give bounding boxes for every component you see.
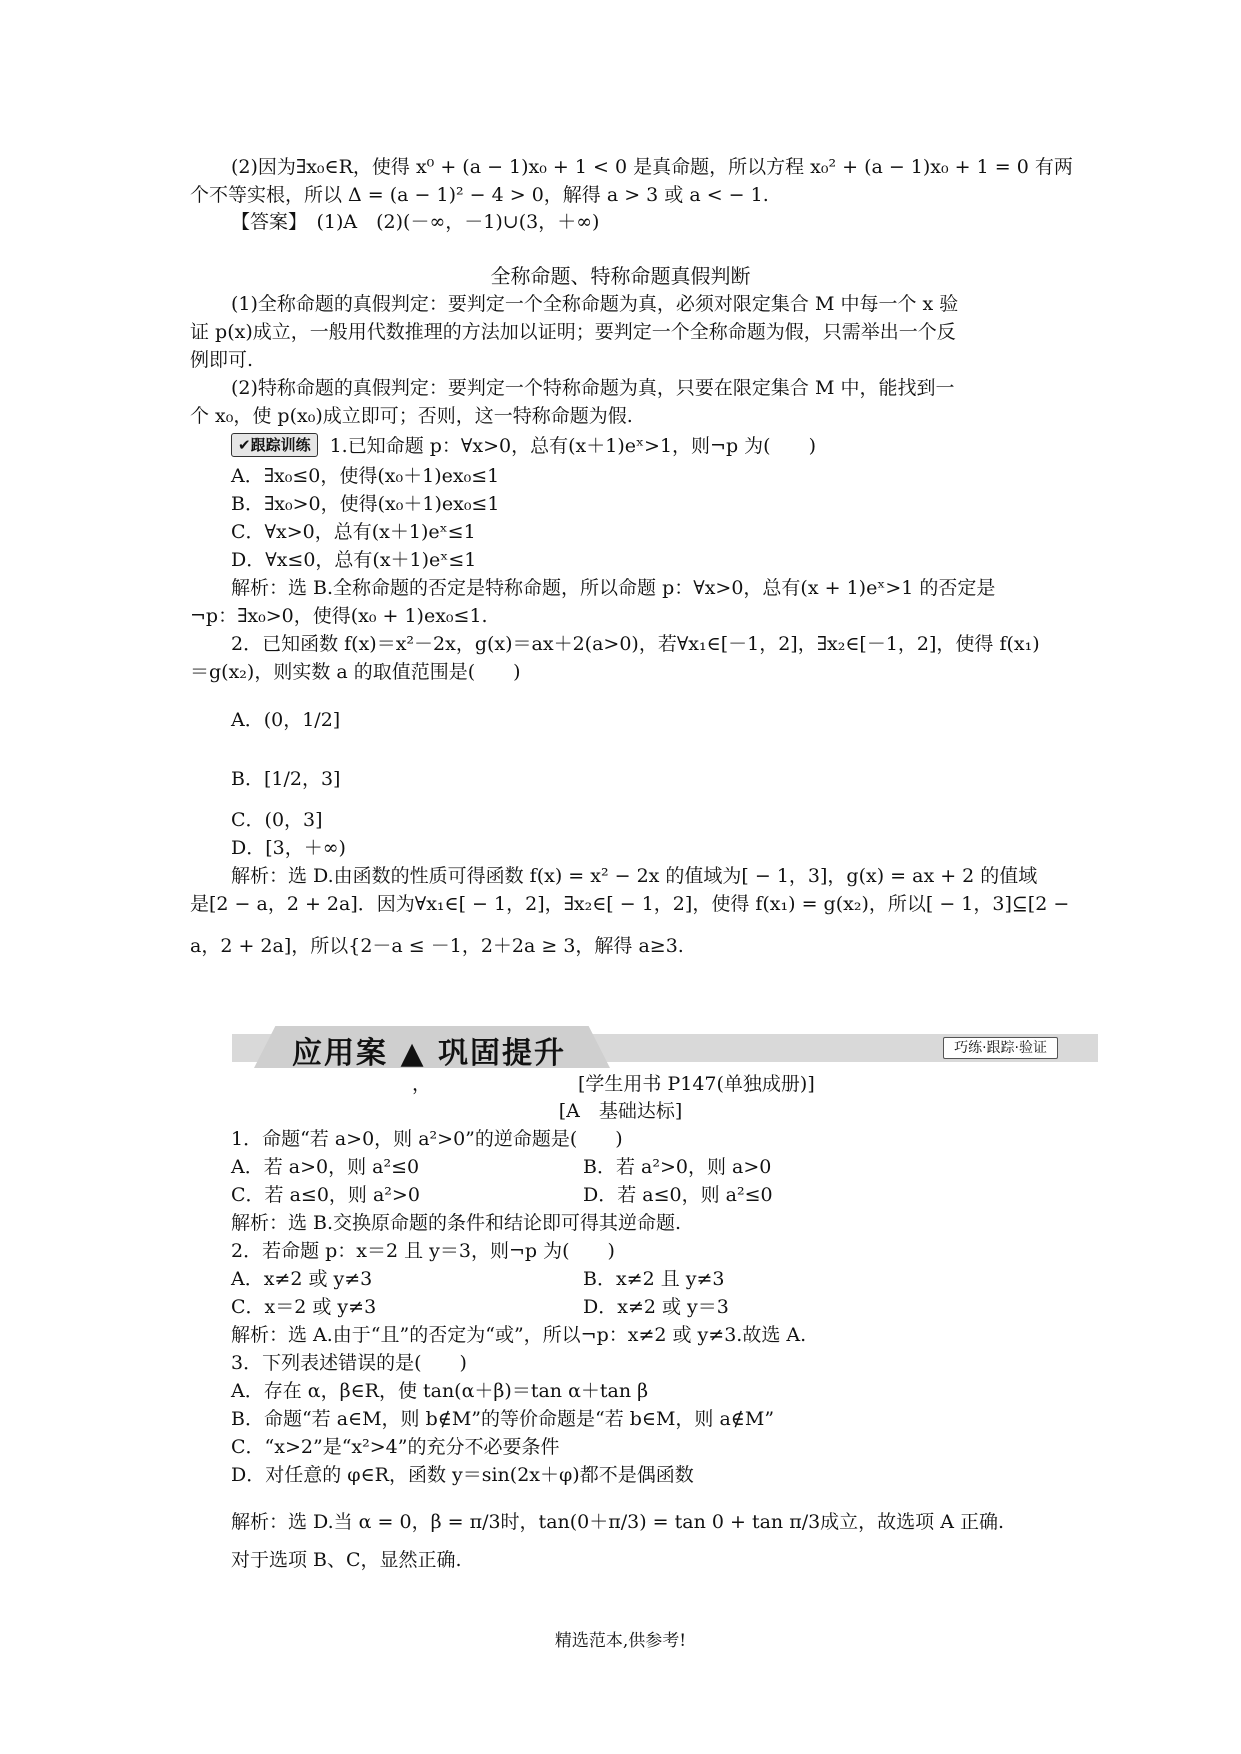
book-reference: [学生用书 P147(单独成册)] [578, 1073, 815, 1095]
option-b: B．x≠2 且 y≠3 [583, 1268, 725, 1290]
solution-line: a，2 + 2a]，所以{2－a ≤ －1，2＋2a ≥ 3，解得 a≥3. [190, 935, 684, 957]
option-c: C．“x>2”是“x²>4”的充分不必要条件 [231, 1436, 560, 1458]
option-d: D．对任意的 φ∈R，函数 y＝sin(2x＋φ)都不是偶函数 [231, 1464, 694, 1486]
level-heading: [A 基础达标] [558, 1100, 683, 1122]
section-heading: 全称命题、特称命题真假判断 [490, 264, 751, 288]
option-c: C．∀x>0，总有(x＋1)eˣ≤1 [231, 521, 476, 543]
option-b: B．∃x₀>0，使得(x₀＋1)ex₀≤1 [231, 493, 500, 515]
option-a: A．(0，1/2] [231, 709, 341, 731]
solution-line: 是[2 − a，2 + 2a]．因为∀x₁∈[ − 1，2]，∃x₂∈[ − 1，2]，使得 f(x₁) = g(x₂)，所以[ − 1，3]⊆[2 − [190, 893, 1070, 915]
option-d: D．若 a≤0，则 a²≤0 [583, 1184, 773, 1206]
option-d: D．x≠2 或 y＝3 [583, 1296, 729, 1318]
text-line: (1)全称命题的真假判定：要判定一个全称命题为真，必须对限定集合 M 中每一个 x 验 [231, 293, 959, 315]
page-footer: 精选范本,供参考! [554, 1631, 687, 1651]
option-c: C．若 a≤0，则 a²>0 [231, 1184, 420, 1206]
solution-line: 解析：选 A.由于“且”的否定为“或”，所以¬p：x≠2 或 y≠3.故选 A. [231, 1324, 807, 1346]
question-line: 2．若命题 p：x＝2 且 y＝3，则¬p 为( ) [231, 1240, 615, 1262]
solution-line: 解析：选 D.当 α = 0，β = π/3时，tan(0＋π/3) = tan 0 + tan π/3成立，故选项 A 正确. [231, 1511, 1005, 1533]
option-b: B．若 a²>0，则 a>0 [583, 1156, 772, 1178]
banner-tag: 巧练·跟踪·验证 [943, 1037, 1058, 1059]
option-d: D．[3，＋∞) [231, 837, 346, 859]
practice-badge: ✔跟踪训练 [231, 433, 318, 457]
option-d: D．∀x≤0，总有(x＋1)eˣ≤1 [231, 549, 477, 571]
banner-title: 应用案 ▲ 巩固提升 [292, 1036, 566, 1071]
option-a: A．x≠2 或 y≠3 [231, 1268, 373, 1290]
answer-line: 【答案】 (1)A (2)(－∞，－1)∪(3，＋∞) [231, 211, 600, 233]
text-line: (2)特称命题的真假判定：要判定一个特称命题为真，只要在限定集合 M 中，能找到一 [231, 377, 955, 399]
question-line: ＝g(x₂)，则实数 a 的取值范围是( ) [190, 661, 521, 683]
stray-comma: ， [412, 1073, 432, 1095]
section-banner [232, 1026, 1098, 1071]
text-line: (2)因为∃x₀∈R，使得 x⁰ + (a − 1)x₀ + 1 < 0 是真命题，所以方程 x₀² + (a − 1)x₀ + 1 = 0 有两 [231, 156, 1073, 178]
option-b: B．命题“若 a∈M，则 b∉M”的等价命题是“若 b∈M，则 a∉M” [231, 1408, 775, 1430]
text-line: 个 x₀，使 p(x₀)成立即可；否则，这一特称命题为假. [190, 405, 633, 427]
option-a: A．∃x₀≤0，使得(x₀＋1)ex₀≤1 [231, 465, 500, 487]
question-line: 2．已知函数 f(x)＝x²－2x，g(x)＝ax＋2(a>0)，若∀x₁∈[－1，2]，∃x₂∈[－1，2]，使得 f(x₁) [231, 633, 1040, 655]
option-a: A．存在 α，β∈R，使 tan(α＋β)＝tan α＋tan β [231, 1380, 649, 1402]
text-line: 例即可. [190, 349, 254, 371]
solution-line: 解析：选 D.由函数的性质可得函数 f(x) = x² − 2x 的值域为[ − 1，3]，g(x) = ax + 2 的值域 [231, 865, 1038, 887]
solution-line: 解析：选 B.交换原命题的条件和结论即可得其逆命题. [231, 1212, 682, 1234]
question-line: 3．下列表述错误的是( ) [231, 1352, 467, 1374]
option-c: C．x＝2 或 y≠3 [231, 1296, 377, 1318]
option-c: C．(0，3] [231, 809, 323, 831]
practice-question-1 [231, 432, 816, 460]
solution-line: 对于选项 B、C，显然正确. [231, 1549, 462, 1571]
option-b: B．[1/2，3] [231, 768, 341, 790]
text-line: 个不等实根，所以 Δ = (a − 1)² − 4 > 0，解得 a > 3 或 a < − 1. [190, 184, 769, 206]
question-line: 1．命题“若 a>0，则 a²>0”的逆命题是( ) [231, 1128, 623, 1150]
option-a: A．若 a>0，则 a²≤0 [231, 1156, 420, 1178]
solution-line: ¬p：∃x₀>0，使得(x₀ + 1)ex₀≤1. [190, 605, 488, 627]
solution-line: 解析：选 B.全称命题的否定是特称命题，所以命题 p：∀x>0，总有(x + 1)eˣ>1 的否定是 [231, 577, 996, 599]
question-text: 1.已知命题 p：∀x>0，总有(x＋1)eˣ>1，则¬p 为( ) [329, 435, 816, 457]
text-line: 证 p(x)成立，一般用代数推理的方法加以证明；要判定一个全称命题为假，只需举出一个反 [190, 321, 956, 343]
